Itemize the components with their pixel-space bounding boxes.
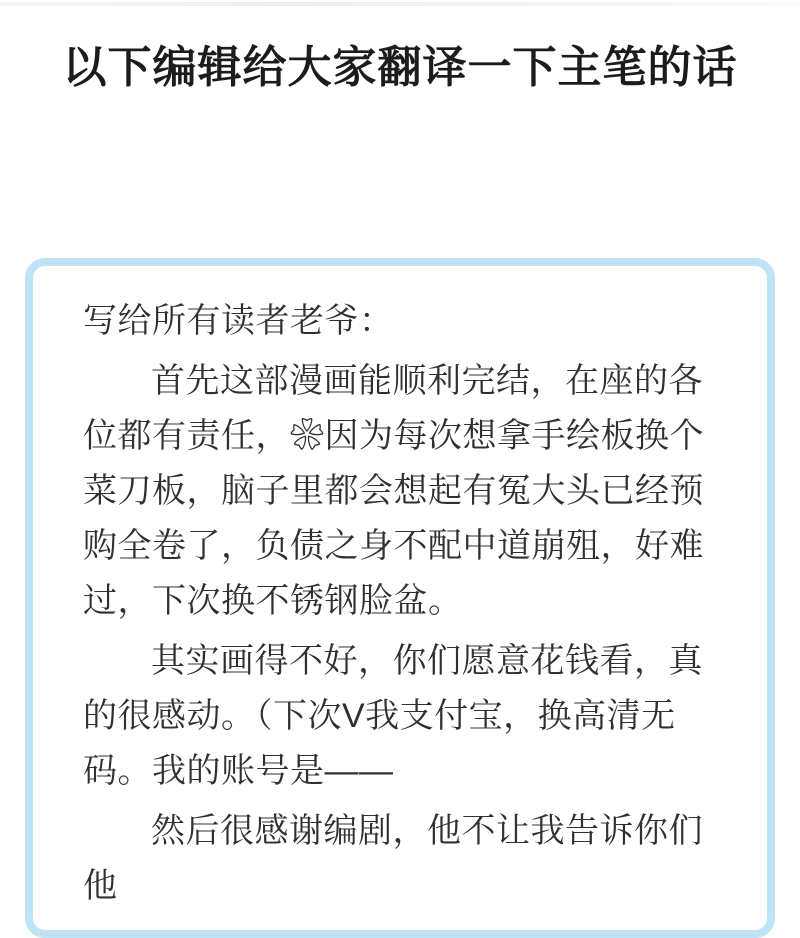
page-title: 以下编辑给大家翻译一下主笔的话	[62, 43, 738, 92]
note-paragraph-1: 首先这部漫画能顺利完结，在座的各位都有责任，❀因为每次想拿手绘板换个菜刀板，脑子里都会想起有冤大头已经预购全卷了，负债之身不配中道崩殂，好难过，下次换不锈钢脸盆。	[83, 362, 704, 620]
note-paragraph-2: 其实画得不好，你们愿意花钱看，真的很感动。（下次V我支付宝，换高清无码。我的账号是——	[83, 642, 703, 790]
author-note-box	[25, 258, 775, 938]
note-salutation: 写给所有读者老爷：	[83, 302, 394, 340]
note-paragraph-3: 然后很感谢编剧，他不让我告诉你们他	[83, 812, 703, 905]
top-divider-line	[0, 2, 800, 6]
